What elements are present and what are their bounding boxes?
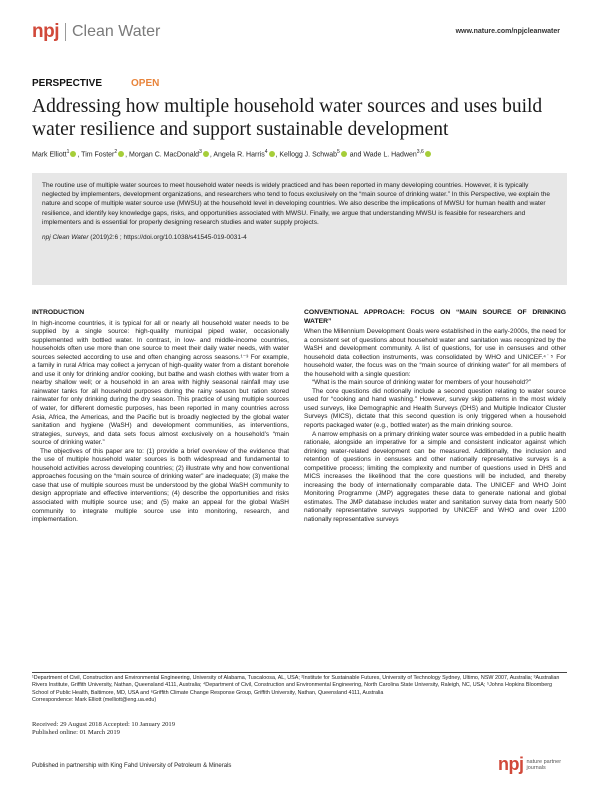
author-affiliation-ref: 1 xyxy=(66,149,70,155)
journal-url[interactable]: www.nature.com/npjcleanwater xyxy=(455,28,560,35)
npj-logo-mark: npj xyxy=(32,21,59,42)
author-separator: , xyxy=(77,151,82,159)
received-accepted-date: Received: 29 August 2018 Accepted: 10 January 2019 xyxy=(32,721,176,728)
section-heading-conventional-approach: CONVENTIONAL APPROACH: FOCUS ON “MAIN SOURCE OF DRINKING WATER” xyxy=(304,309,566,325)
logo-divider xyxy=(65,23,66,41)
orcid-icon[interactable] xyxy=(203,151,209,157)
paragraph: A narrow emphasis on a primary drinking water source was embedded in a public health rationale, alongside an imperative for a simple and consistent indicator against which drinking water-related development can be measured. Additionally, the inclusion and retention of questions in censuses and other nationally representative surveys is a competitive process; limiting the complexity and number of questions used in DHS and MICS increases the likelihood that the core questions will be included, and thereby increasing the body of internationally comparable data. The UNICEF and WHO Joint Monitoring Programme (JMP) aggregates these data to generate national and global estimates. The JMP database includes water and sanitation survey data from nearly 500 nationally representative surveys supported by UNICEF and WHO and over 1200 nationally representative surveys xyxy=(304,430,566,524)
author-name[interactable]: Mark Elliott xyxy=(32,151,67,159)
paragraph: In high-income countries, it is typical for all or nearly all household water needs to be supplied by a single source: high-quality municipal piped water, occasionally supplemented with bottled water. In contrast, in low- and middle-income countries, households often use more than one source to meet their daily water needs, with water sources selected according to use and often changing across seasons.¹⁻³ For example, a family in rural Africa may collect a jerrycan of high-quality water from a distant borehole and use it only for drinking and/or cooking, but bathe and wash clothes with water from a nearby shallow well; or a household in an area with highly seasonal rainfall may use rainwater tanks for all household purposes during the rainy season but ration stored rainwater for only drinking during the dry season. This practice of using multiple sources of water, for different domestic purposes, has been reported in many countries across Asia, Africa, the Americas, and the Pacific but is broadly neglected by the global water sanitation and hygiene (WaSH) and development communities, as interventions, strategies, surveys, and data sets focus almost exclusively on a household’s “main source of drinking water.” xyxy=(32,319,289,447)
journal-name: Clean Water xyxy=(72,23,161,40)
partner-journals-label: nature partner journals xyxy=(526,758,562,771)
author-separator: , xyxy=(209,151,214,159)
paragraph: When the Millennium Development Goals were established in the early-2000s, the need for a consistent set of questions about household water and sanitation was recognized by the WaSH and development community. A list of questions, for use in censuses and other household data collection instruments, was consolidated by WHO and UNICEF.⁴˙⁵ For household water, the focus was on the “main source of drinking water” for all members of the household with a single question: xyxy=(304,328,566,378)
author-affiliation-ref: 2 xyxy=(114,149,118,155)
abstract-text: The routine use of multiple water sources to meet household water needs is widely practiced and has been reported in many developing countries. However, it is typically neglected by implementers, development organizations, and researchers who tend to focus exclusively on the “main source of drinking water.” In this Perspective, we explain the nature and scope of multiple water source use (MWSU) at the household level in developing countries. We also describe the implications of MWSU for human health and water resilience, and identify key knowledge gaps, risks, and opportunities associated with MWSU. Finally, we argue that understanding MWSU is feasible for researchers and implementers and is essential for properly designing research studies and water supply projects. xyxy=(42,182,550,226)
partnership-note: Published in partnership with King Fahd University of Petroleum & Minerals xyxy=(32,763,232,769)
right-column xyxy=(304,309,566,525)
footnote-divider xyxy=(32,672,567,673)
paragraph: The core questions did notionally include a second question relating to water source used for “cooking and hand washing.” However, survey skip patterns in the most widely used surveys, like Demographic and Health Surveys (DHS) and Multiple Indicator Cluster Surveys (MICS), dictate that this second question is only triggered when a household reports packaged water (e.g., bottled water) as the main drinking source. xyxy=(304,387,566,430)
paragraph: “What is the main source of drinking water for members of your household?” xyxy=(312,379,531,387)
author-affiliation-ref: 5 xyxy=(336,149,340,155)
author-separator: , xyxy=(275,151,280,159)
citation-journal: npj Clean Water xyxy=(42,234,89,242)
author-name[interactable]: Kellogg J. Schwab xyxy=(279,151,337,159)
affiliation-text: ¹Department of Civil, Construction and Environmental Engineering, University of Alabama, Tuscaloosa, AL, USA; ²Institute for Sustainable Futures, University of Technology Sydney, Ultimo, NSW 2007, Australia; ³Australian Rivers Institute, Griffith University, Nathan, Queensland 4111, Australia; ⁴Department of Civil, Construction and Environmental Engineering, North Carolina State University, Raleigh, NC, USA; ⁵Johns Hopkins Bloomberg School of Public Health, Baltimore, MD, USA and ⁶Griffith Climate Change Response Group, Griffith University, Nathan, Queensland 4111, Australia xyxy=(32,675,560,696)
correspondence[interactable]: Correspondence: Mark Elliott (melliott@eng.ua.edu) xyxy=(32,697,157,704)
orcid-icon[interactable] xyxy=(269,151,275,157)
abstract-box xyxy=(32,173,567,285)
published-date: Published online: 01 March 2019 xyxy=(32,729,120,737)
author-list xyxy=(32,147,577,160)
paragraph: The objectives of this paper are to: (1) provide a brief overview of the evidence that the use of multiple household water sources is both widespread and fundamental to household activities across developing countries; (2) illustrate why and how conventional approaches focusing on the “main source of drinking water” are inadequate; (3) make the case that use of multiple sources must be understood by the global WaSH community to design appropriate and effective interventions; (4) describe the opportunities and risks associated with multiple source use; and (5) make an appeal for the global WaSH community to integrate multiple source use into monitoring, research, and implementation. xyxy=(32,447,289,524)
author-affiliation-ref: 3,6 xyxy=(416,149,424,155)
article-title: Addressing how multiple household water sources and uses build water resilience and support sustainable development xyxy=(32,96,543,140)
affiliations xyxy=(32,675,567,705)
author-name[interactable]: Tim Foster xyxy=(81,151,115,159)
npj-partner-logo[interactable] xyxy=(498,754,567,775)
author-name[interactable]: Morgan C. MacDonald xyxy=(129,151,200,159)
orcid-icon[interactable] xyxy=(425,151,431,157)
section-heading-introduction: INTRODUCTION xyxy=(32,309,85,316)
orcid-icon[interactable] xyxy=(118,151,124,157)
author-affiliation-ref: 3 xyxy=(199,149,202,155)
orcid-icon[interactable] xyxy=(341,151,347,157)
npj-logo-mark: npj xyxy=(498,754,524,774)
left-column xyxy=(32,309,289,525)
article-dates xyxy=(32,721,175,737)
article-type: PERSPECTIVE xyxy=(32,78,103,89)
author-separator: , xyxy=(125,151,130,159)
journal-logo[interactable] xyxy=(32,22,160,42)
author-name[interactable]: Wade L. Hadwen xyxy=(363,151,417,159)
author-affiliation-ref: 4 xyxy=(264,149,268,155)
citation-doi[interactable]: (2019)2:6 ; https://doi.org/10.1038/s41545-019-0031-4 xyxy=(88,234,247,242)
open-access-badge: OPEN xyxy=(131,78,160,89)
citation xyxy=(42,233,557,242)
author-separator: and xyxy=(347,151,364,159)
author-name[interactable]: Angela R. Harris xyxy=(213,151,265,159)
orcid-icon[interactable] xyxy=(70,151,76,157)
